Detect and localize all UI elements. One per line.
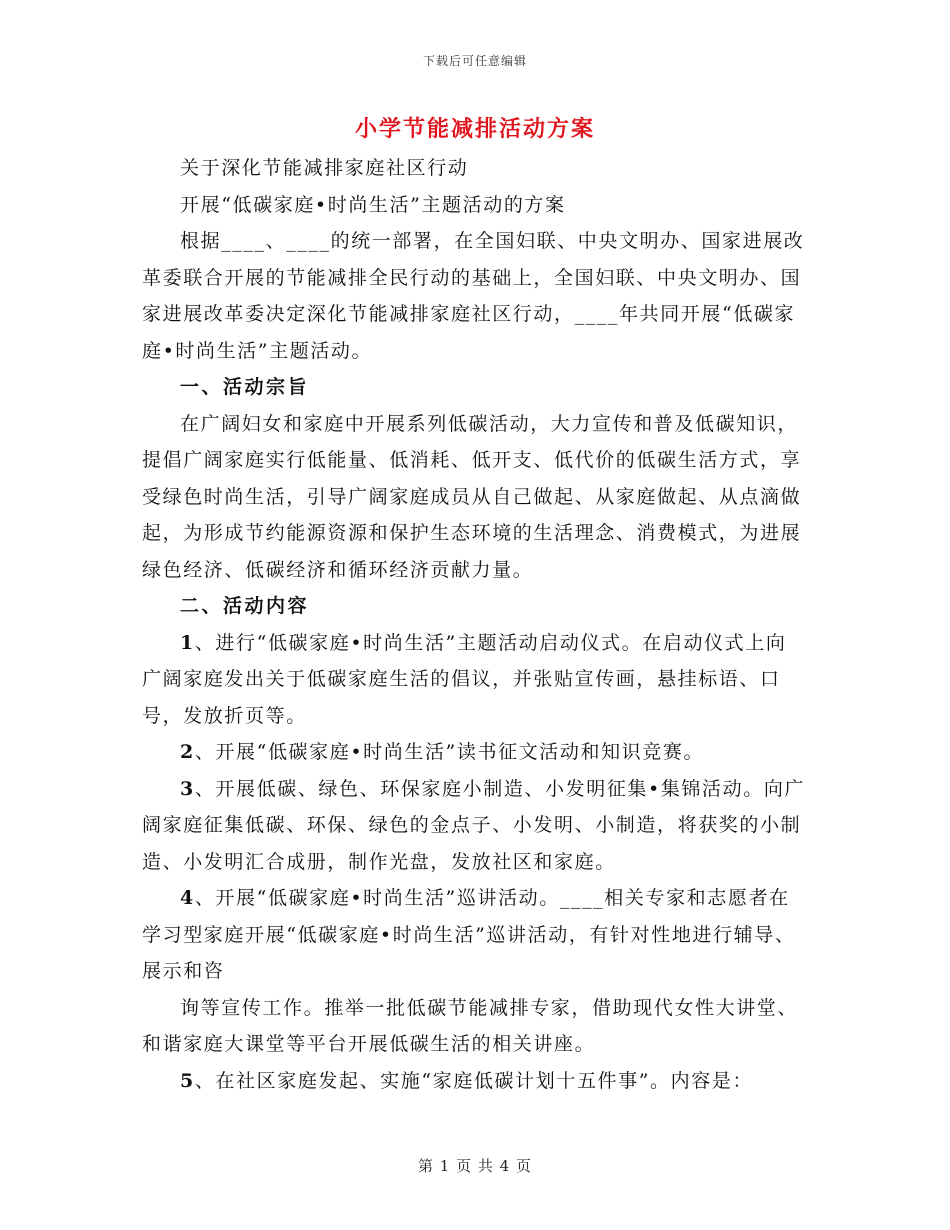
content-item-2 xyxy=(142,734,807,771)
content-item-4-continuation: 询等宣传工作。推举一批低碳节能减排专家，借助现代女性大讲堂、和谐家庭大课堂等平台开展低碳生活的相关讲座。 xyxy=(142,996,799,1055)
section-body-purpose: 在广阔妇女和家庭中开展系列低碳活动，大力宣传和普及低碳知识，提倡广阔家庭实行低能量、低消耗、低开支、低代价的低碳生活方式，享受绿色时尚生活，引导广阔家庭成员从自己做起、从家庭做起、从点滴做起，为形成节约能源资源和保护生态环境的生活理念、消费模式，为进展绿色经济、低碳经济和循环经济贡献力量。 xyxy=(142,412,802,581)
item-number: 2 xyxy=(180,741,195,763)
item-text: 、进行“低碳家庭•时尚生活”主题活动启动仪式。在启动仪式上向广阔家庭发出关于低碳家庭生活的倡议，并张贴宣传画，悬挂标语、口号，发放折页等。 xyxy=(142,631,787,727)
document-title: 小学节能减排活动方案 xyxy=(354,116,595,142)
content-item-1 xyxy=(142,625,807,735)
content-item-4 xyxy=(142,880,807,990)
intro-paragraph: 根据____、____的统一部署，在全国妇联、中央文明办、国家进展改革委联合开展的节能减排全民行动的基础上，全国妇联、中央文明办、国家进展改革委决定深化节能减排家庭社区行动，____年共同开展“低碳家庭•时尚生活”主题活动。 xyxy=(142,230,805,362)
subtitle-line-1: 关于深化节能减排家庭社区行动 xyxy=(180,157,469,179)
item-text: 、开展“低碳家庭•时尚生活”读书征文活动和知识竞赛。 xyxy=(194,741,705,763)
item-text: 、开展低碳、绿色、环保家庭小制造、小发明征集•集锦活动。向广阔家庭征集低碳、环保、绿色的金点子、小发明、小制造，将获奖的小制造、小发明汇合成册，制作光盘，发放社区和家庭。 xyxy=(142,777,806,873)
page-number-footer: 第 1 页 共 4 页 xyxy=(418,1157,532,1175)
item-number: 5 xyxy=(180,1069,195,1092)
item-number: 1 xyxy=(180,631,195,654)
subtitle-line-2: 开展“低碳家庭•时尚生活”主题活动的方案 xyxy=(180,193,566,216)
content-item-3 xyxy=(142,771,807,881)
content-item-5 xyxy=(142,1063,807,1100)
item-text: 、在社区家庭发起、实施“家庭低碳计划十五件事”。内容是： xyxy=(194,1069,754,1092)
item-text: 、开展“低碳家庭•时尚生活”巡讲活动。____相关专家和志愿者在学习型家庭开展“低碳家庭•时尚生活”巡讲活动，有针对性地进行辅导、展示和咨 xyxy=(142,887,796,982)
section-heading-purpose: 一、活动宗旨 xyxy=(180,376,310,398)
section-heading-content: 二、活动内容 xyxy=(180,595,310,617)
item-number: 4 xyxy=(180,887,195,909)
item-number: 3 xyxy=(180,777,195,800)
header-note: 下载后可任意编辑 xyxy=(422,54,527,68)
document-body xyxy=(142,150,807,1099)
